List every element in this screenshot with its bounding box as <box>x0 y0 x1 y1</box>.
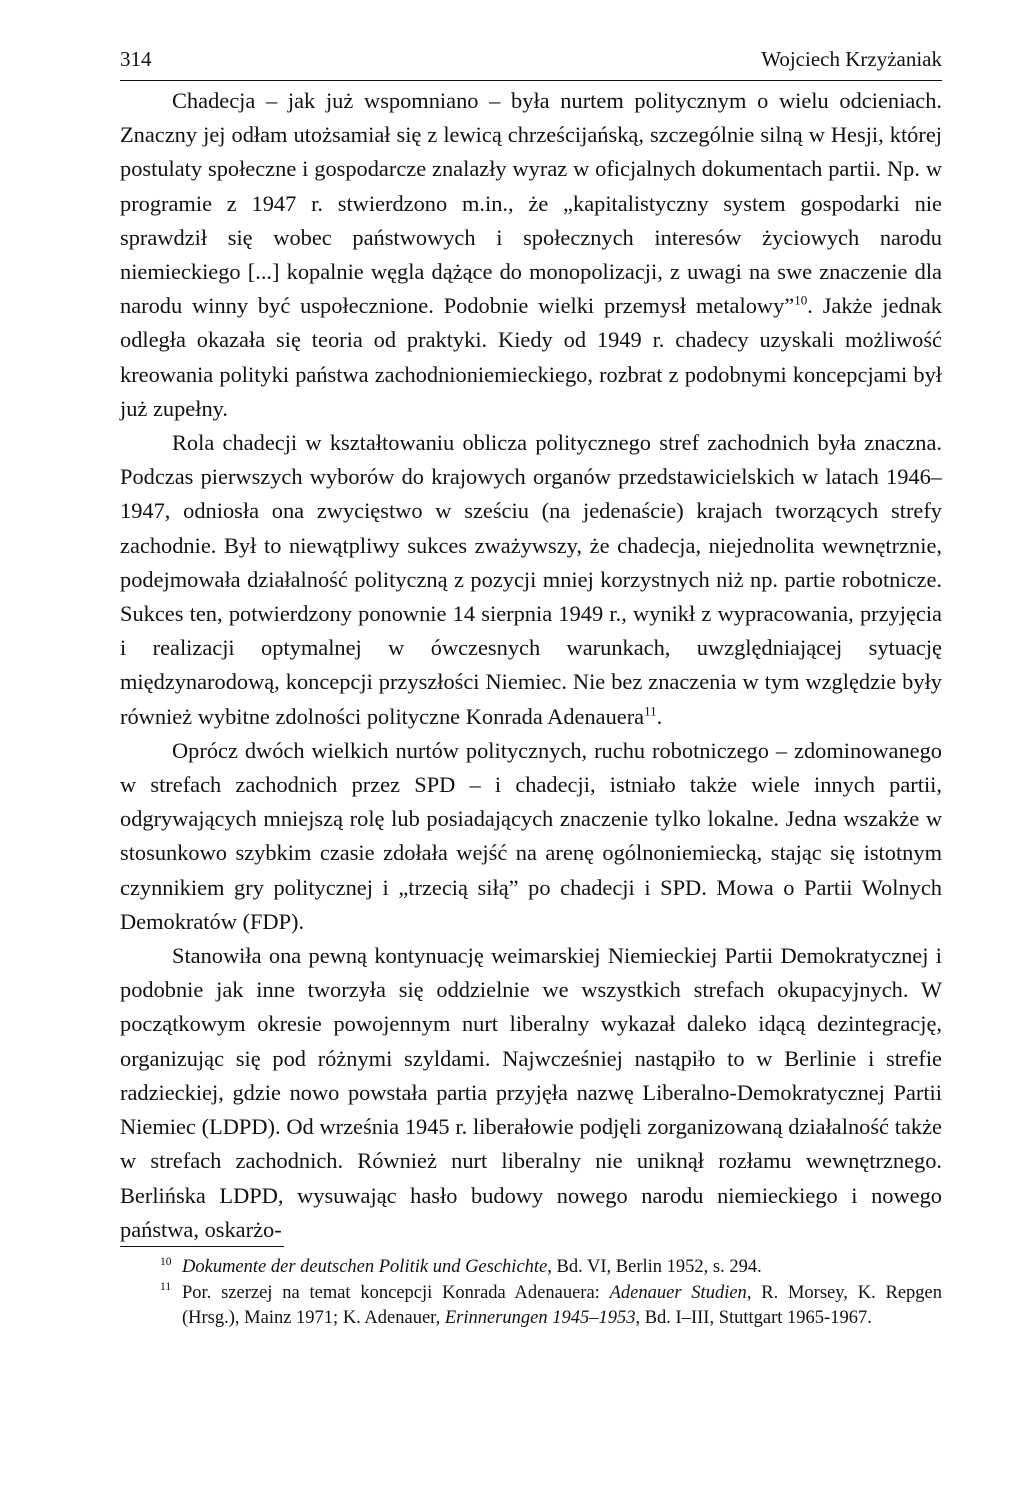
footnote-text: , Bd. VI, Berlin 1952, s. 294. <box>547 1257 762 1277</box>
footnotes <box>160 1255 942 1332</box>
footnote-text: Adenauer Studien <box>609 1282 747 1303</box>
footnote-11: 11 Por. szerzej na temat koncepcji Konrada Adenauera: Adenauer Studien, R. Morsey, K. Repgen (Hrsg.), Mainz 1971; K. Adenauer, Erinnerungen 1945–1953, Bd. I–III, Stuttgart 1965-1967. <box>160 1281 943 1328</box>
footnote-text: Erinnerungen 1945–1953 <box>444 1308 636 1328</box>
paragraph-1-text-cont: . Jakże jednak odległa okazała się teoria od praktyki. Kiedy od 1949 r. chadecy uzyskali możliwość kreowania polityki państwa zachodnioniemieckiego, rozbrat z podobnymi koncepcjami był już zupełny. <box>120 293 942 421</box>
paragraph-2-text: Rola chadecji w kształtowaniu oblicza politycznego stref zachodnich była znaczna. Podczas pierwszych wyborów do krajowych organów przedstawicielskich w latach 1946–1947, odniosła ona zwycięstwo w sześciu (na jedenaście) krajach tworzących strefy zachodnie. Był to niewątpliwy sukces zważywszy, że chadecja, niejednolita wewnętrznie, podejmowała działalność polityczną z pozycji mniej korzystnych niż np. partie robotnicze. Sukces ten, potwierdzony ponownie 14 sierpnia 1949 r., wynikł z wypracowania, przyjęcia i realizacji optymalnej w ówczesnych warunkach, uwzględniającej sytuację międzynarodową, koncepcji przyszłości Niemiec. Nie bez znaczenia w tym względzie były również wybitne zdolności polityczne Konrada Adenauera <box>120 430 942 729</box>
footnote-ref-11: 11 <box>644 703 657 719</box>
paragraph-3 <box>120 734 942 939</box>
footnote-ref-10: 10 <box>794 292 808 308</box>
paragraph-4 <box>120 939 942 1247</box>
page-number: 314 <box>120 47 152 71</box>
paragraph-1-text: Chadecja – jak już wspomniano – była nurtem politycznym o wielu odcieniach. Znaczny jej odłam utożsamiał się z lewicą chrześcijańską, szczególnie silną w Hesji, której postulaty społeczne i gospodarcze znalazły wyraz w oficjalnych dokumentach partii. Np. w programie z 1947 r. stwierdzono m.in., że „kapitalistyczny system gospodarki nie sprawdził się wobec państwowych i społecznych interesów życiowych narodu niemieckiego [...] kopalnie węgla dążące do monopolizacji, z uwagi na swe znaczenie dla narodu winny być uspołecznione. Podobnie wielki przemysł metalowy” <box>120 88 942 319</box>
footnote-10: 10 Dokumente der deutschen Politik und Geschichte, Bd. VI, Berlin 1952, s. 294. <box>160 1255 762 1277</box>
paragraph-2-text-cont: . <box>656 703 663 729</box>
footnote-text: Por. szerzej na temat koncepcji Konrada Adenauera: <box>182 1282 610 1303</box>
running-header <box>120 44 942 74</box>
paragraph-2 <box>120 426 942 734</box>
paragraph-3-text: Oprócz dwóch wielkich nurtów politycznych, ruchu robotniczego – zdominowanego w strefach zachodnich przez SPD – i chadecji, istniało także wiele innych partii, odgrywających mniejszą rolę lub posiadających znaczenie tylko lokalne. Jedna wszakże w stosunkowo szybkim czasie zdołała wejść na arenę ogólnoniemiecką, stając się istotnym czynnikiem gry politycznej i „trzecią siłą” po chadecji i SPD. Mowa o Partii Wolnych Demokratów (FDP). <box>120 737 942 934</box>
running-header-author: Wojciech Krzyżaniak <box>761 47 942 71</box>
footnote-text: Dokumente der deutschen Politik und Geschichte <box>182 1257 548 1277</box>
footnote-text: , R. Morsey, K. Repgen (Hrsg.), Mainz 1971; K. Adenauer, <box>182 1282 943 1328</box>
footnote-text: , Bd. I–III, Stuttgart 1965-1967. <box>635 1308 872 1328</box>
paragraph-4-text: Stanowiła ona pewną kontynuację weimarskiej Niemieckiej Partii Demokratycznej i podobnie jak inne tworzyła się oddzielnie we wszystkich strefach okupacyjnych. W początkowym okresie powojennym nurt liberalny wykazał daleko idącą dezintegrację, organizując się pod różnymi szyldami. Najwcześniej nastąpiło to w Berlinie i strefie radzieckiej, gdzie nowo powstała partia przyjęła nazwę Liberalno-Demokratycznej Partii Niemiec (LDPD). Od września 1945 r. liberałowie podjęli zorganizowaną działalność także w strefach zachodnich. Również nurt liberalny nie uniknął rozłamu wewnętrznego. Berlińska LDPD, wysuwając hasło budowy nowego narodu niemieckiego i nowego państwa, oskarżo- <box>120 943 942 1242</box>
header-rule <box>120 80 942 81</box>
paragraph-1 <box>120 84 942 426</box>
footnote-rule <box>120 1246 284 1247</box>
body-text <box>120 84 942 1247</box>
